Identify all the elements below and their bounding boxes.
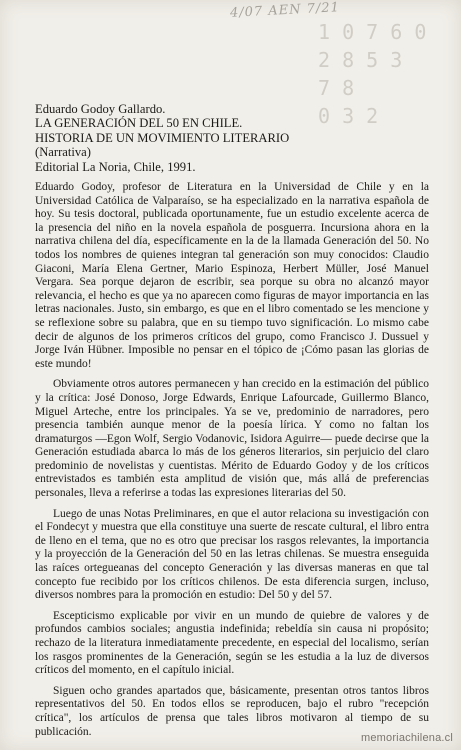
stamp-line: 1 0 7 6 0 [318, 20, 427, 44]
reference-title-line-2: HISTORIA DE UN MOVIMIENTO LITERARIO [35, 130, 290, 145]
paragraph: Luego de unas Notas Preliminares, en que el autor relaciona su investigación con el Fondecyt y muestra que ella constituye una suerte de rescate cultural, el libro entra de lleno en el tema, que no es otro que precisar los rasgos relevantes, la importancia y la proyección de la Generación del 50 en las letras chilenas. Se muestra enseguida las raíces ortegueanas del concepto Generación y las diversas maneras en que tal concepto fue recibido por los críticos chilenos. De esta diferencia surgen, incluso, diversos nombres para la promoción en estudio: Del 50 y del 57. [35, 507, 429, 602]
stamp-line: 7 8 [318, 76, 355, 100]
reference-author: Eduardo Godoy Gallardo. [35, 102, 166, 116]
stamp-line: 2 8 5 3 [318, 48, 403, 72]
reference-title-line-1: LA GENERACIÓN DEL 50 EN CHILE. [35, 116, 243, 131]
bibliographic-reference [35, 102, 435, 174]
review-body [35, 181, 429, 746]
paragraph: Escepticismo explicable por vivir en un mundo de quiebre de valores y de profundos cambios sociales; angustia indefinida; rebeldía sin causa ni propósito; rechazo de la literatura inmediatamente precedente, en especial del localismo, serían los rasgos prominentes de la Generación, según se les estudia a la luz de diversos críticos del momento, en el capítulo inicial. [35, 609, 429, 677]
paragraph: Eduardo Godoy, profesor de Literatura en la Universidad de Chile y en la Universidad Católica de Valparaíso, se ha especializado en la narrativa española de hoy. Su tesis doctoral, publicada oportunamente, fue un estudio excelente acerca de la presencia del niño en la novela española de posguerra. Incursiona ahora en la narrativa chilena del día, específicamente en la de la llamada Generación del 50. No todos los nombres de quienes integran tal generación son muy conocidos: Claudio Giaconi, María Elena Gertner, Mario Espinoza, Herbert Müller, José Manuel Vergara. Sea porque dejaron de escribir, sea porque su obra no alcanzó mayor relevancia, el hecho es que ya no aparecen como figuras de mayor importancia en las letras nacionales. Justo, sin embargo, es que en el libro comentado se les mencione y se reflexione sobre su palabra, que en su tiempo tuvo significación. Lo mismo cabe decir de algunos de los primeros críticos del grupo, como Francisco J. Dussuel y Jorge Iván Hübner. Imposible no pensar en el tópico de ¡Cómo pasan las glorias de este mundo! [35, 181, 429, 370]
reference-publisher: Editorial La Noria, Chile, 1991. [35, 159, 196, 174]
paragraph: Siguen ocho grandes apartados que, básicamente, presentan otros tantos libros representativos del 50. En todos ellos se reproducen, bajo el rubro "recepción crítica", los artículos de prensa que tales libros motivaron al tiempo de su publicación. [35, 684, 429, 738]
handwritten-top-note: 4/07 AEN 7/21 [229, 0, 341, 21]
reference-genre: (Narrativa) [35, 145, 91, 160]
source-watermark: memoriachilena.cl [360, 732, 453, 744]
paragraph: Obviamente otros autores permanecen y han crecido en la estimación del público y la crítica: José Donoso, Jorge Edwards, Enrique Lafourcade, Guillermo Blanco, Miguel Arteche, entre los principales. Ya se ve, predominio de narradores, pero presencia también aunque menor de la poesía lírica. Y como no faltan los dramaturgos —Egon Wolf, Sergio Vodanovic, Isidora Aguirre— puede decirse que la Generación estudiada abarca lo más de los géneros literarios, sin perjuicio del claro predominio de novelistas y cuentistas. Mérito de Eduardo Godoy y de los críticos entrevistados es también esta amplitud de visión que, más allá de preferencias personales, lleva a referirse a todas las expresiones literarias del 50. [35, 378, 429, 500]
stamp-line: 0 3 2 [318, 104, 379, 128]
